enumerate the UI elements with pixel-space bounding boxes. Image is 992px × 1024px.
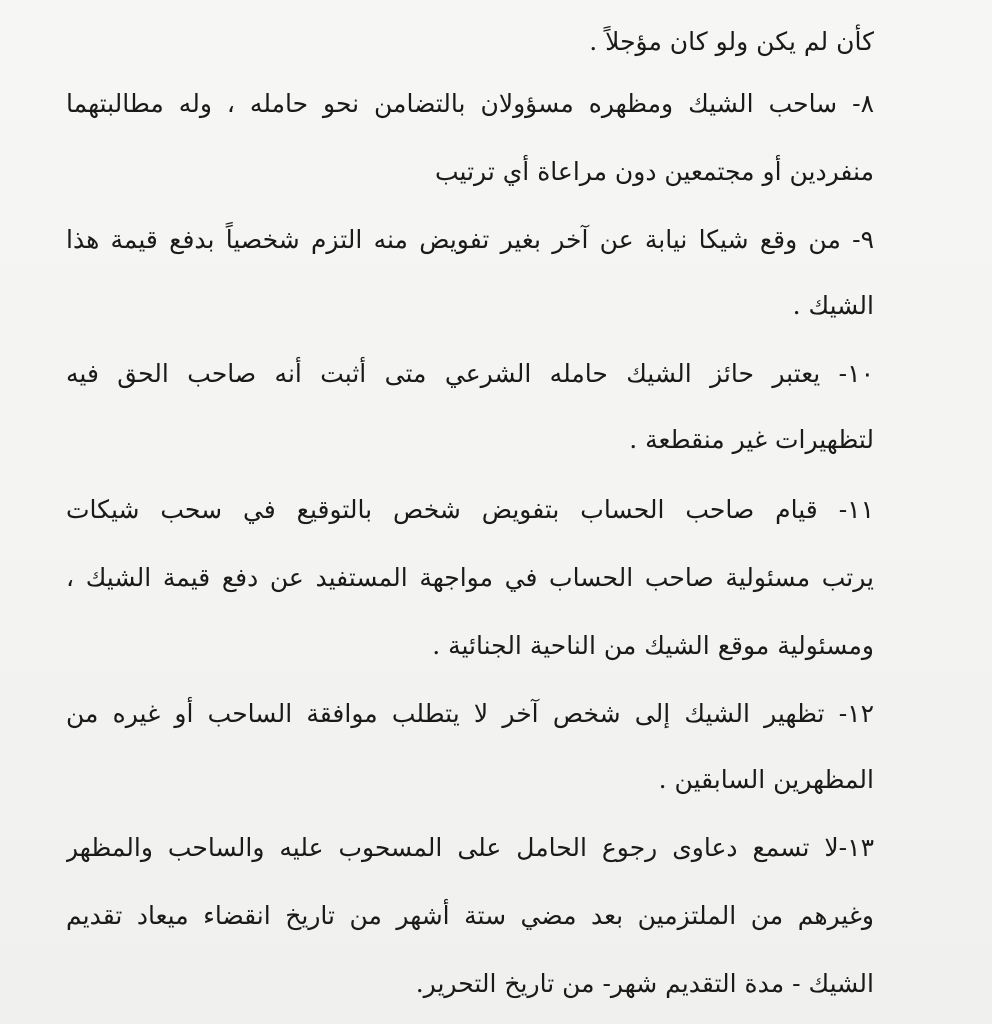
text-line: ١٣-لا تسمع دعاوى رجوع الحامل على المسحوب عليه والساحب والمظهر [66,833,874,862]
text-line: يرتب مسئولية صاحب الحساب في مواجهة المستفيد عن دفع قيمة الشيك ، [66,563,874,592]
text-line: لتظهيرات غير منقطعة . [629,425,874,454]
text-line: ٩- من وقع شيكا نيابة عن آخر بغير تفويض منه التزم شخصياً بدفع قيمة هذا [66,225,874,254]
text-line: منفردين أو مجتمعين دون مراعاة أي ترتيب [434,157,874,186]
text-line: الشيك - مدة التقديم شهر- من تاريخ التحرير. [415,969,874,998]
text-line: وغيرهم من الملتزمين بعد مضي ستة أشهر من تاريخ انقضاء ميعاد تقديم [66,901,874,930]
text-line: ١٢- تظهير الشيك إلى شخص آخر لا يتطلب موافقة الساحب أو غيره من [66,699,874,728]
text-line: ومسئولية موقع الشيك من الناحية الجنائية . [432,631,874,660]
text-line: المظهرين السابقين . [658,765,874,794]
text-line: كأن لم يكن ولو كان مؤجلاً . [589,27,874,56]
text-line: ٨- ساحب الشيك ومظهره مسؤولان بالتضامن نحو حامله ، وله مطالبتهما [66,89,874,118]
text-line: ١٠- يعتبر حائز الشيك حامله الشرعي متى أثبت أنه صاحب الحق فيه [66,359,874,388]
text-line: الشيك . [792,291,874,320]
text-line: ١١- قيام صاحب الحساب بتفويض شخص بالتوقيع في سحب شيكات [66,495,874,524]
